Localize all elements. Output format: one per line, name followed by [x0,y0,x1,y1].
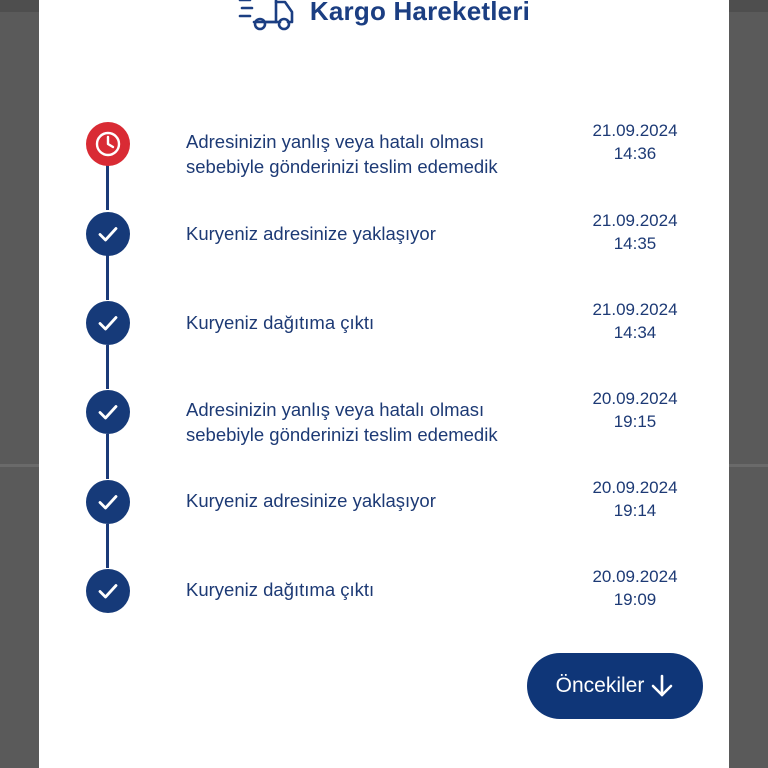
event-date: 20.09.2024 [592,478,678,497]
event-message: Adresinizin yanlış veya hatalı olması sebebiyle gönderinizi teslim edemedik [186,131,498,177]
event-time: 14:36 [613,144,657,163]
event-timestamp [567,298,703,344]
event-date: 21.09.2024 [592,211,678,230]
event-time: 19:14 [613,501,657,520]
clock-icon [93,129,123,159]
timeline-event [39,384,729,444]
arrow-down-icon [650,673,674,699]
event-message: Kuryeniz adresinize yaklaşıyor [186,222,436,244]
page-title: Kargo Hareketleri [309,0,531,26]
check-icon [94,220,122,248]
event-date: 21.09.2024 [592,121,678,140]
check-icon [94,398,122,426]
event-timestamp [567,387,703,433]
event-date: 20.09.2024 [592,567,678,586]
check-icon [94,488,122,516]
timeline-event [39,205,729,265]
event-date: 20.09.2024 [592,389,678,408]
event-timestamp [567,565,703,611]
event-message: Kuryeniz dağıtıma çıktı [186,578,375,600]
shipment-history-modal [39,0,729,768]
status-dot-done [86,212,130,256]
status-dot-failed [86,122,130,166]
truck-icon [238,0,296,34]
check-icon [94,577,122,605]
modal-header [39,0,729,36]
event-time: 14:35 [613,234,657,253]
timeline-event [39,115,729,175]
event-date: 21.09.2024 [592,300,678,319]
event-time: 19:15 [613,412,657,431]
timeline-event [39,295,729,355]
status-dot-done [86,569,130,613]
status-dot-done [86,480,130,524]
event-timestamp [567,119,703,165]
event-timestamp [567,476,703,522]
status-dot-done [86,390,130,434]
previous-events-label: Öncekiler [555,674,645,697]
previous-events-button[interactable] [527,653,703,719]
event-timestamp [567,209,703,255]
status-dot-done [86,301,130,345]
check-icon [94,309,122,337]
event-message: Kuryeniz dağıtıma çıktı [186,311,375,333]
event-message: Adresinizin yanlış veya hatalı olması sebebiyle gönderinizi teslim edemedik [186,399,498,445]
timeline-event [39,563,729,623]
event-message: Kuryeniz adresinize yaklaşıyor [186,489,436,511]
event-time: 19:09 [613,590,657,609]
event-time: 14:34 [613,323,657,342]
timeline-event [39,474,729,534]
